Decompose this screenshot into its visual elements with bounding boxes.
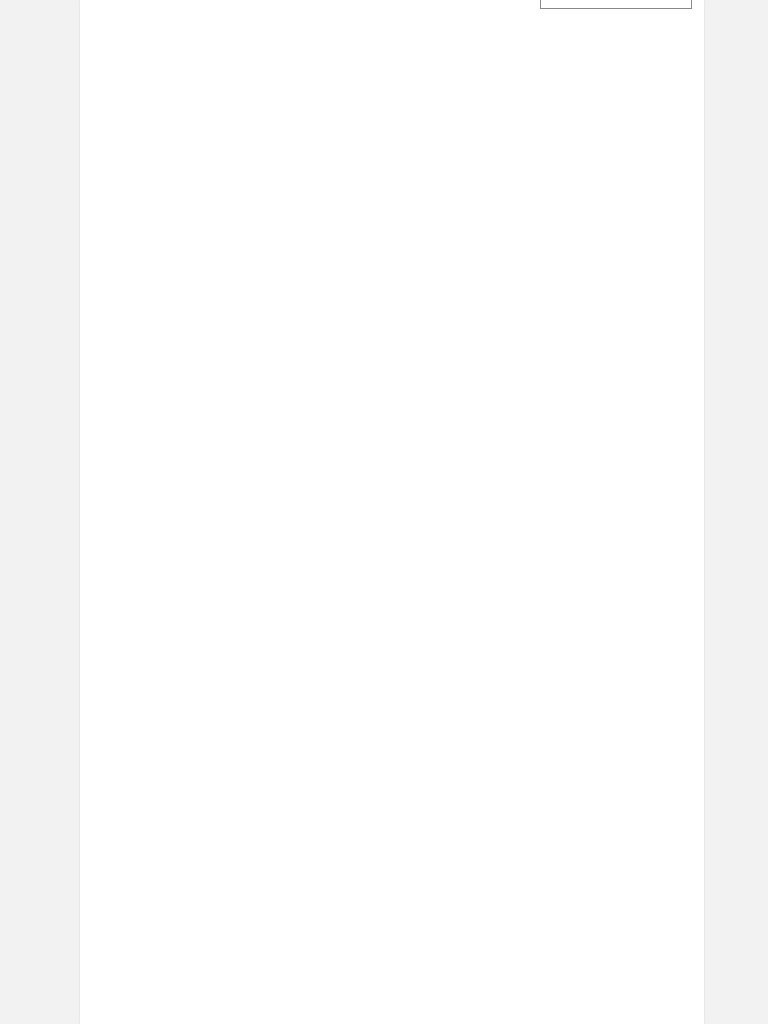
cross-reference-link-right[interactable] bbox=[514, 66, 694, 71]
cross-reference-link-left[interactable] bbox=[84, 93, 384, 98]
cross-reference-link-left[interactable] bbox=[84, 75, 384, 80]
cross-reference-link-right[interactable] bbox=[514, 45, 694, 50]
nav-link[interactable] bbox=[112, 13, 412, 17]
document-page bbox=[80, 0, 704, 1024]
cross-reference-link-left[interactable] bbox=[84, 54, 384, 59]
cross-reference-row bbox=[84, 54, 698, 60]
nav-link[interactable] bbox=[112, 17, 412, 21]
document-body bbox=[84, 44, 698, 101]
nav-link[interactable] bbox=[112, 22, 412, 26]
cross-reference-row bbox=[84, 93, 698, 99]
nav-link[interactable] bbox=[112, 26, 412, 30]
nav-link-list bbox=[112, 8, 412, 31]
cross-reference-link-right[interactable] bbox=[514, 93, 694, 98]
cross-reference-link-right[interactable] bbox=[514, 84, 694, 89]
cross-reference-link-right[interactable] bbox=[514, 54, 694, 59]
cross-reference-link-left[interactable] bbox=[84, 84, 384, 89]
nav-link[interactable] bbox=[112, 8, 412, 12]
cross-reference-link-left[interactable] bbox=[84, 45, 384, 50]
cross-reference-row bbox=[84, 45, 698, 51]
cross-reference-row bbox=[84, 84, 698, 90]
cross-reference-row bbox=[84, 75, 698, 81]
cross-reference-link-left[interactable] bbox=[84, 66, 384, 71]
cross-reference-link-right[interactable] bbox=[514, 75, 694, 80]
cross-reference-row bbox=[84, 66, 698, 72]
top-right-box bbox=[540, 0, 692, 9]
